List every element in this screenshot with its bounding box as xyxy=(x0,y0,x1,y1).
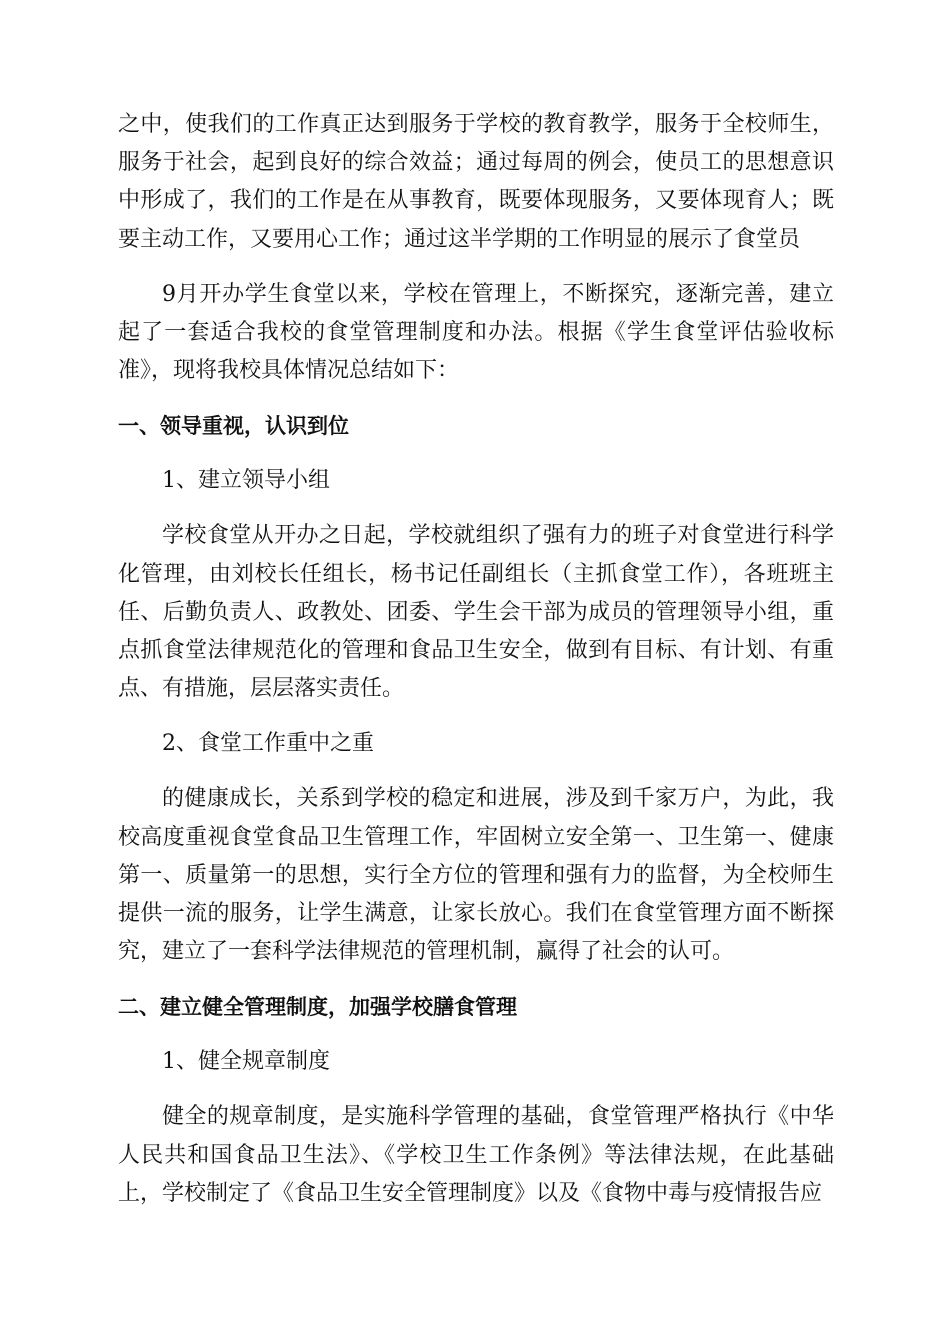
paragraph-3: 学校食堂从开办之日起，学校就组织了强有力的班子对食堂进行科学化管理，由刘校长任组长，杨书记任副组长（主抓食堂工作），各班班主任、后勤负责人、政教处、团委、学生会干部为成员的管理领导小组，重点抓食堂法律规范化的管理和食品卫生安全，做到有目标、有计划、有重点、有措施，层层落实责任。 xyxy=(118,523,834,702)
document-body xyxy=(118,106,834,1213)
subsection-heading-1-1: 1、建立领导小组 xyxy=(162,468,330,494)
paragraph-1: 之中，使我们的工作真正达到服务于学校的教育教学，服务于全校师生，服务于社会，起到良好的综合效益；通过每周的例会，使员工的思想意识中形成了，我们的工作是在从事教育，既要体现服务，又要体现育人；既要主动工作，又要用心工作；通过这半学期的工作明显的展示了食堂员 xyxy=(118,112,834,252)
subsection-heading-1-2: 2、食堂工作重中之重 xyxy=(162,731,374,757)
paragraph-5: 健全的规章制度，是实施科学管理的基础，食堂管理严格执行《中华人民共和国食品卫生法》、《学校卫生工作条例》等法律法规，在此基础上，学校制定了《食品卫生安全管理制度》以及《食物中毒与疫情报告应 xyxy=(118,1104,834,1206)
subsection-heading-2-1: 1、健全规章制度 xyxy=(162,1049,330,1075)
paragraph-2: 9月开办学生食堂以来，学校在管理上，不断探究，逐渐完善，建立起了一套适合我校的食堂管理制度和办法。根据《学生食堂评估验收标准》，现将我校具体情况总结如下： xyxy=(118,281,834,384)
section-heading-1: 一、领导重视，认识到位 xyxy=(118,414,349,439)
paragraph-4: 的健康成长，关系到学校的稳定和进展，涉及到千家万户，为此，我校高度重视食堂食品卫生管理工作，牢固树立安全第一、卫生第一、健康第一、质量第一的思想，实行全方位的管理和强有力的监督，为全校师生提供一流的服务，让学生满意，让家长放心。我们在食堂管理方面不断探究，建立了一套科学法律规范的管理机制，赢得了社会的认可。 xyxy=(118,786,834,965)
section-heading-2: 二、建立健全管理制度，加强学校膳食管理 xyxy=(118,995,517,1020)
